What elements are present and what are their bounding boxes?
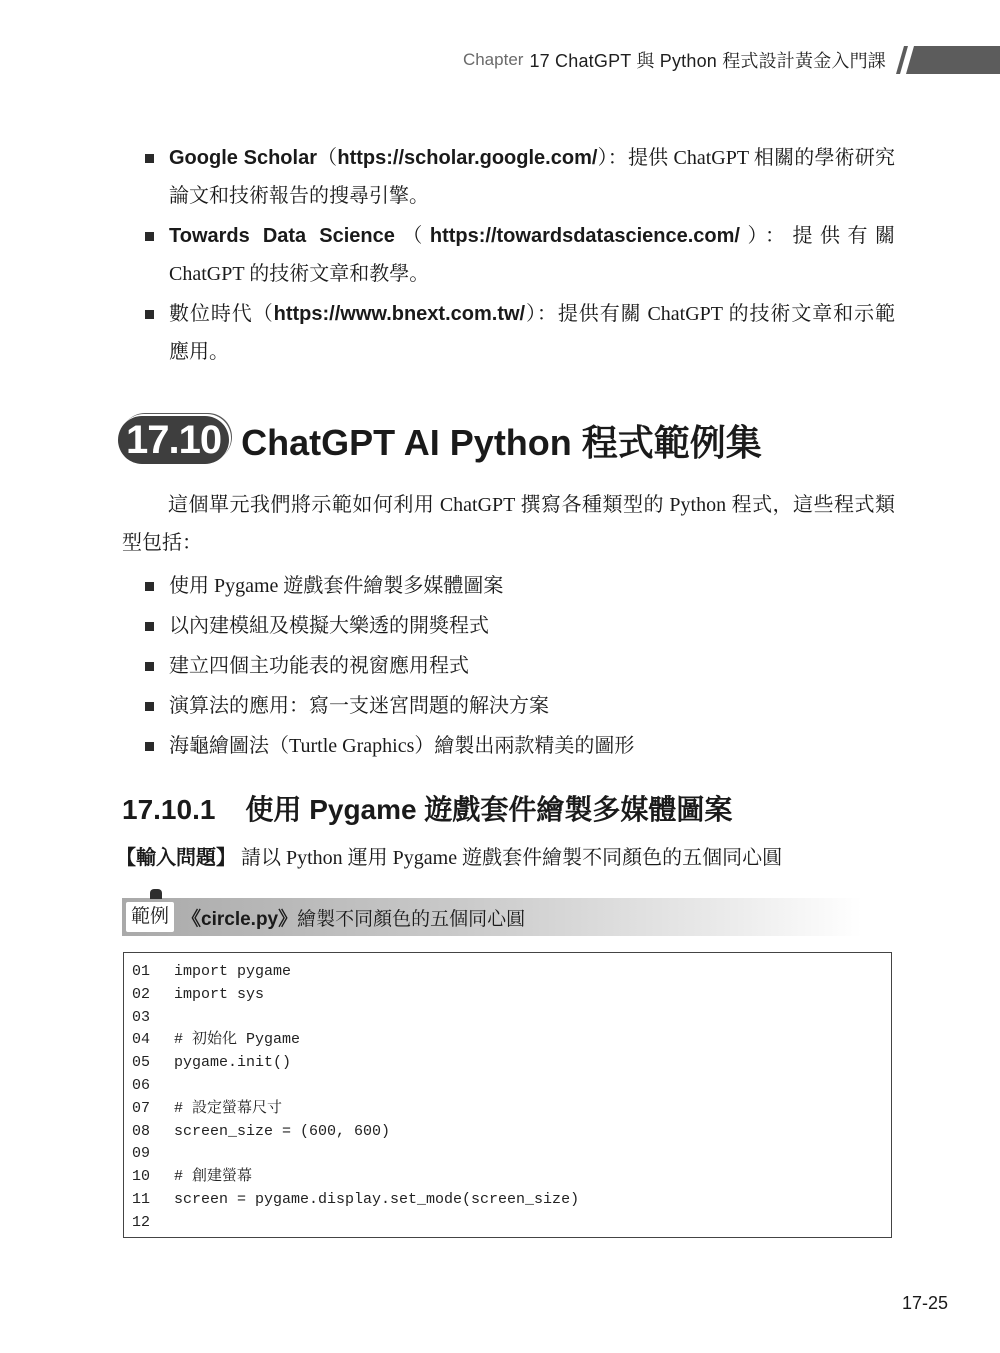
code-line [124, 1007, 891, 1030]
section-heading [118, 410, 762, 470]
chapter-word: Chapter [462, 50, 524, 69]
line-number: 03 [132, 1008, 151, 1026]
line-code: import sys [174, 985, 265, 1003]
running-header [463, 44, 1000, 76]
list-item-text: 海龜繪圖法（Turtle Graphics）繪製出兩款精美的圖形 [169, 735, 635, 757]
code-line [124, 1098, 891, 1121]
section-number-badge: 17.10 [118, 416, 229, 464]
list-item-towards-data-science: Towards Data Science（https://towardsdatascience.com/）：提供有關 ChatGPT 的技術文章和教學。 [145, 217, 895, 293]
link-description: 提供有關 ChatGPT 的技術文章和示範應用。 [169, 303, 896, 363]
line-number: 12 [132, 1213, 151, 1231]
list-item [145, 686, 895, 726]
example-file-name: 《circle.py》 [182, 908, 298, 930]
page-number: 17-25 [901, 1293, 948, 1313]
link-url[interactable]: https://towardsdatascience.com/ [429, 225, 740, 247]
square-bullet-icon [145, 702, 154, 711]
line-number: 06 [132, 1076, 151, 1094]
line-code: import pygame [174, 963, 292, 980]
input-prompt [116, 842, 782, 874]
code-listing [123, 952, 892, 1238]
list-item [145, 606, 895, 646]
link-name: 數位時代 [169, 303, 253, 325]
line-number: 04 [132, 1031, 151, 1049]
square-bullet-icon [145, 582, 154, 591]
line-code [174, 1143, 891, 1166]
line-number: 07 [132, 1099, 151, 1117]
list-item-text: 建立四個主功能表的視窗應用程式 [169, 655, 469, 677]
code-line [124, 1121, 891, 1144]
code-line [124, 1212, 891, 1235]
line-number: 01 [132, 963, 151, 980]
example-description: 繪製不同顏色的五個同心圓 [297, 908, 526, 930]
chapter-title: 17 ChatGPT 與 Python 程式設計黃金入門課 [529, 51, 886, 71]
list-item [145, 566, 895, 606]
line-code: screen_size = (600, 600) [174, 1122, 391, 1140]
square-bullet-icon [145, 310, 154, 319]
subsection-title: 使用 Pygame 遊戲套件繪製多媒體圖案 [245, 794, 733, 825]
code-line [124, 1166, 891, 1189]
link-url[interactable]: https://scholar.google.com/ [337, 147, 598, 169]
line-number: 11 [132, 1190, 151, 1208]
list-item [145, 646, 895, 686]
line-number: 10 [132, 1168, 151, 1186]
input-prompt-text: 請以 Python 運用 Pygame 遊戲套件繪製不同顏色的五個同心圓 [241, 847, 783, 869]
program-types-list [145, 566, 895, 766]
code-line [124, 1075, 891, 1098]
line-code: pygame.init() [174, 1054, 292, 1072]
line-code: # 創建螢幕 [174, 1168, 253, 1186]
subsection-number: 17.10.1 [122, 794, 216, 825]
line-number: 09 [132, 1145, 151, 1163]
line-code [174, 1212, 891, 1235]
header-stripe-decoration [896, 46, 1000, 74]
list-item-text: 使用 Pygame 遊戲套件繪製多媒體圖案 [169, 575, 504, 597]
line-code [174, 1075, 891, 1098]
line-number: 05 [132, 1054, 151, 1072]
list-item-google-scholar: Google Scholar（https://scholar.google.com/）：提供 ChatGPT 相關的學術研究論文和技術報告的搜尋引擎。 [145, 139, 895, 215]
link-description: 提供 ChatGPT 相關的學術研究論文和技術報告的搜尋引擎。 [169, 147, 896, 207]
line-code: # 初始化 Pygame [174, 1031, 301, 1049]
list-item-text: 演算法的應用：寫一支迷宮問題的解決方案 [169, 695, 549, 717]
link-name: Google Scholar [169, 147, 317, 169]
section-title: ChatGPT AI Python 程式範例集 [241, 421, 762, 463]
code-line [124, 1052, 891, 1075]
line-code [174, 1007, 891, 1030]
subsection-heading [122, 788, 732, 828]
example-tag: 範例 [126, 902, 174, 932]
code-line [124, 1143, 891, 1166]
line-number: 02 [132, 985, 151, 1003]
example-banner [122, 898, 862, 936]
line-code: # 設定螢幕尺寸 [174, 1099, 283, 1117]
list-item-bnext: 數位時代（https://www.bnext.com.tw/）：提供有關 ChatGPT 的技術文章和示範應用。 [145, 295, 895, 371]
line-number: 08 [132, 1122, 151, 1140]
code-line [124, 961, 891, 984]
code-line [124, 1189, 891, 1212]
square-bullet-icon [145, 662, 154, 671]
square-bullet-icon [145, 622, 154, 631]
link-description: 提供有關 ChatGPT 的技術文章和教學。 [169, 225, 896, 285]
square-bullet-icon [145, 232, 154, 241]
intro-paragraph: 這個單元我們將示範如何利用 ChatGPT 撰寫各種類型的 Python 程式，這些程式類型包括： [122, 494, 895, 554]
example-title [182, 904, 525, 931]
resource-links-list [145, 139, 895, 373]
list-item-text: 以內建模組及模擬大樂透的開獎程式 [169, 615, 489, 637]
square-bullet-icon [145, 742, 154, 751]
input-prompt-label: 【輸入問題】 [116, 847, 236, 869]
bookmark-tab-icon [150, 889, 162, 899]
link-name: Towards Data Science [169, 225, 395, 247]
code-line [124, 984, 891, 1007]
line-code: screen = pygame.display.set_mode(screen_size) [174, 1190, 580, 1208]
list-item [145, 726, 895, 766]
link-url[interactable]: https://www.bnext.com.tw/ [273, 303, 526, 325]
code-line [124, 1029, 891, 1052]
square-bullet-icon [145, 154, 154, 163]
